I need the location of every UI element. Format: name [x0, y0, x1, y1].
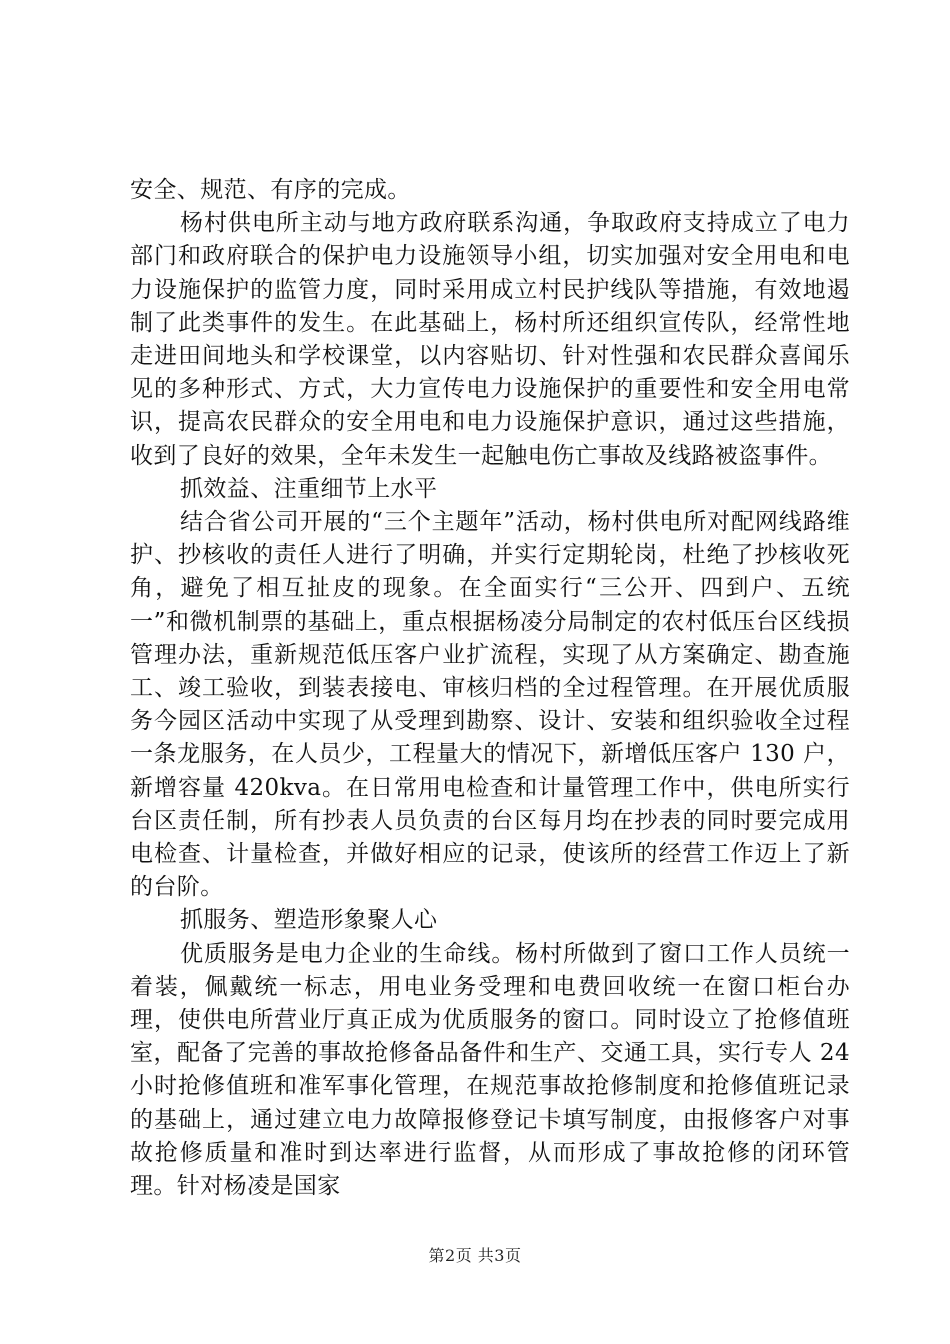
document-body — [130, 174, 850, 1203]
page-footer: 第2页 共3页 — [428, 1246, 522, 1265]
section-heading-efficiency: 抓效益、注重细节上水平 — [180, 475, 438, 502]
paragraph-safety-protection: 杨村供电所主动与地方政府联系沟通，争取政府支持成立了电力部门和政府联合的保护电力设施领导小组，切实加强对安全用电和电力设施保护的监管力度，同时采用成立村民护线队等措施，有效地遏制了此类事件的发生。在此基础上，杨村所还组织宣传队，经常性地走进田间地头和学校课堂，以内容贴切、针对性强和农民群众喜闻乐见的多种形式、方式，大力宣传电力设施保护的重要性和安全用电常识，提高农民群众的安全用电和电力设施保护意识，通过这些措施，收到了良好的效果，全年未发生一起触电伤亡事故及线路被盗事件。 — [130, 210, 850, 469]
paragraph-continuation: 安全、规范、有序的完成。 — [130, 177, 411, 203]
paragraph-efficiency: 结合省公司开展的“三个主题年”活动，杨村供电所对配网线路维护、抄核收的责任人进行了明确，并实行定期轮岗，杜绝了抄核收死角，避免了相互扯皮的现象。在全面实行“三公开、四到户、五统一”和微机制票的基础上，重点根据杨凌分局制定的农村低压台区线损管理办法，重新规范低压客户业扩流程，实现了从方案确定、勘查施工、竣工验收，到装表接电、审核归档的全过程管理。在开展优质服务今园区活动中实现了从受理到勘察、设计、安装和组织验收全过程一条龙服务，在人员少，工程量大的情况下，新增低压客户 130 户，新增容量 420kva。在日常用电检查和计量管理工作中，供电所实行台区责任制，所有抄表人员负责的台区每月均在抄表的同时要完成用电检查、计量检查，并做好相应的记录，使该所的经营工作迈上了新的台阶。 — [130, 509, 850, 901]
section-heading-service: 抓服务、塑造形象聚人心 — [180, 907, 438, 934]
paragraph-service: 优质服务是电力企业的生命线。杨村所做到了窗口工作人员统一着装，佩戴统一标志，用电业务受理和电费回收统一在窗口柜台办理，使供电所营业厅真正成为优质服务的窗口。同时设立了抢修值班室，配备了完善的事故抢修备品备件和生产、交通工具，实行专人 24 小时抢修值班和准军事化管理，在规范事故抢修制度和抢修值班记录的基础上，通过建立电力故障报修登记卡填写制度，由报修客户对事故抢修质量和准时到达率进行监督，从而形成了事故抢修的闭环管理。针对杨凌是国家 — [130, 940, 850, 1200]
